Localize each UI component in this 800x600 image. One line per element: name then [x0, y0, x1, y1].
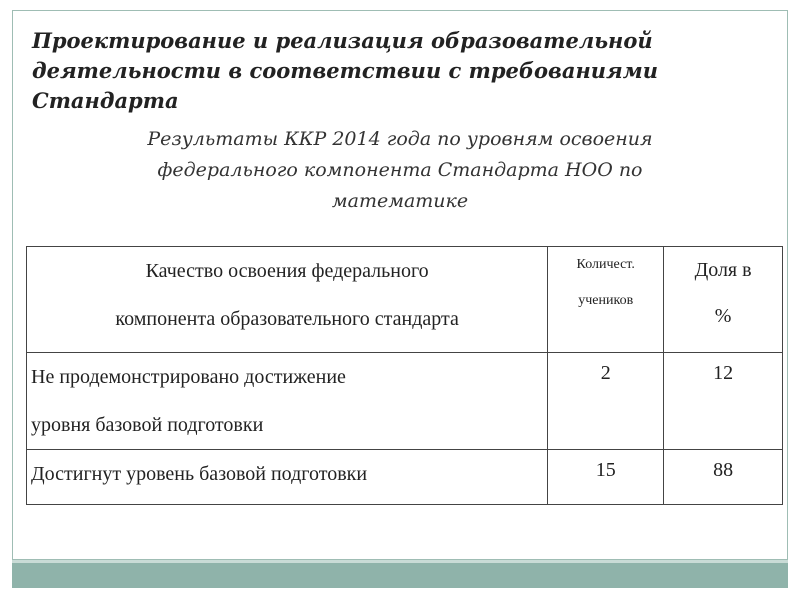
header-count-line-2: учеников	[578, 293, 634, 308]
results-table	[26, 246, 783, 505]
header-quality-line-1: Качество освоения федерального	[145, 260, 429, 282]
table-header-row	[27, 247, 783, 353]
table-row	[27, 450, 783, 505]
header-share-line-2: %	[714, 305, 732, 327]
row-count: 2	[548, 353, 664, 450]
row-share: 12	[664, 353, 783, 450]
header-count-line-1: Количест.	[576, 257, 635, 272]
title-line-3: Стандарта	[32, 88, 179, 113]
header-share-line-1: Доля в	[694, 259, 752, 281]
footer-bar	[12, 560, 788, 588]
subtitle-line-3: математике	[331, 190, 469, 212]
header-quality	[27, 247, 548, 353]
subtitle-line-2: федерального компонента Стандарта НОО по	[157, 159, 643, 181]
subtitle-line-1: Результаты ККР 2014 года по уровням освоения	[147, 128, 653, 150]
row-share: 88	[664, 450, 783, 505]
row-label	[27, 353, 548, 450]
slide-title	[32, 26, 772, 116]
header-count	[548, 247, 664, 353]
row-label-line-2: уровня базовой подготовки	[31, 414, 264, 436]
row-count: 15	[548, 450, 664, 505]
header-quality-line-2: компонента образовательного стандарта	[115, 308, 459, 330]
title-line-2: деятельности в соответствии с требованиями	[32, 58, 658, 83]
title-line-1: Проектирование и реализация образовательной	[32, 28, 653, 53]
slide-subtitle	[60, 124, 740, 217]
table-row	[27, 353, 783, 450]
row-label: Достигнут уровень базовой подготовки	[27, 450, 548, 505]
header-share	[664, 247, 783, 353]
row-label-line-1: Не продемонстрировано достижение	[31, 366, 346, 388]
